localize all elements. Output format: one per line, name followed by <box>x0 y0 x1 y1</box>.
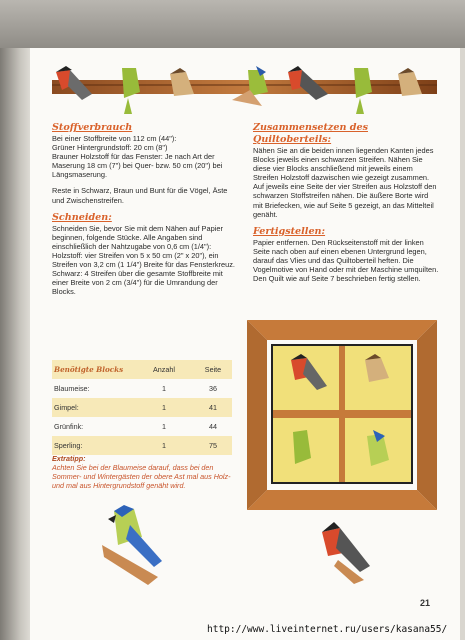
header-page: Seite <box>204 365 222 374</box>
quilt-illustration <box>247 320 437 510</box>
header-blocks: Benötigte Blocks <box>54 365 124 374</box>
blue-tit-illustration <box>100 505 170 585</box>
tip-title: Extratipp: <box>52 454 86 463</box>
heading-fabric-requirement: Stoffverbrauch <box>52 122 133 133</box>
cell-page: 75 <box>209 441 217 450</box>
book-gutter-shadow <box>0 48 34 640</box>
cell-block: Blaumeise: <box>54 384 90 393</box>
fabric-paragraph: Bei einer Stoffbreite von 112 cm (44"): Grüner Hintergrundstoff: 20 cm (8") Brauner Holzstoff für das Fenster: Je nach Art der Maserung 18 cm (7") bei Quer- bzw. 50 cm (20") bei Längsmaserung. <box>52 134 223 180</box>
table-row <box>52 379 232 398</box>
tip-text: Achten Sie bei der Blaumeise darauf, dass bei den Sommer- und Wintergästen der obere Ast mal aus Holz- und mal aus Hintergrundstoff genäht wird. <box>52 463 231 490</box>
bullfinch-illustration <box>318 520 374 584</box>
cell-page: 41 <box>209 403 217 412</box>
quilt-block-greenfinch <box>273 418 339 482</box>
cell-count: 1 <box>162 384 166 393</box>
table-row <box>52 436 232 455</box>
left-column <box>52 122 237 303</box>
right-column <box>253 122 439 290</box>
cell-count: 1 <box>162 403 166 412</box>
cell-block: Gimpel: <box>54 403 79 412</box>
branch-bar <box>52 80 437 94</box>
finishing-paragraph: Papier entfernen. Den Rückseitenstoff mit der linken Seite nach oben auf einen ebenen Untergrund legen, darauf das Vlies und das Quiltoberteil heften. Die Vogelmotive von Hand oder mit der Maschine umquilten. Den Quilt wie auf Seite 7 beschrieben fertig stellen. <box>253 237 439 284</box>
watermark-url: http://www.liveinternet.ru/users/kasana55/ <box>207 624 448 635</box>
scan-top-edge <box>0 0 465 48</box>
page-number: 21 <box>420 598 431 608</box>
cell-count: 1 <box>162 422 166 431</box>
table-row <box>52 398 232 417</box>
scraps-paragraph: Reste in Schwarz, Braun und Bunt für die Vögel, Äste und Zwischenstreifen. <box>52 186 228 205</box>
cell-page: 44 <box>209 422 217 431</box>
bird-banner-illustration <box>52 64 437 116</box>
table-row <box>52 417 232 436</box>
header-count: Anzahl <box>153 365 175 374</box>
heading-finishing: Fertigstellen: <box>253 225 326 237</box>
cell-block: Grünfink: <box>54 422 84 431</box>
greenfinch-icon <box>122 68 140 114</box>
cell-page: 36 <box>209 384 217 393</box>
quilt-block-sparrow <box>345 346 411 410</box>
table-header <box>52 360 232 379</box>
heading-cutting: Schneiden: <box>52 211 112 223</box>
quilt-block-blue-tit <box>345 418 411 482</box>
cell-block: Sperling: <box>54 441 83 450</box>
extra-tip <box>52 454 237 490</box>
cell-count: 1 <box>162 441 166 450</box>
assembly-paragraph: Nähen Sie an die beiden innen liegenden Kanten jedes Blocks jeweils einen schwarzen Streifen. Nähen Sie diese vier Blocks anschließend mit jeweils einem Streifen Holzstoff dazwischen wie gezeigt zusammen. Auf jeweils eine Seite der vier Streifen aus Holzstoff den schwarzen Stoffstreifen nähen. Die äußere Borte wird mit Briefecken, wie auf Seite 5 gezeigt, an das Mittelteil genäht. <box>253 146 437 219</box>
greenfinch-icon-2 <box>354 68 372 114</box>
cutting-paragraph: Schneiden Sie, bevor Sie mit dem Nähen auf Papier beginnen, folgende Stücke. Alle Angaben sind einschließlich der Nahtzugabe von 0,6 cm (1/4"): Holzstoff: vier Streifen von 5 x 50 cm (2" x 20"), ein Streifen von 3,2 cm (1 1/4") Breite für das Fensterkreuz. Schwarz: 4 Streifen über die gesamte Stoffbreite mit einer Breite von 2 cm (3/4") für die Umrandung der Blocks. <box>52 223 235 297</box>
heading-assembly: Zusammensetzen des Quiltoberteils: <box>253 122 368 145</box>
quilt-block-bullfinch <box>273 346 339 410</box>
blocks-table <box>52 360 232 455</box>
